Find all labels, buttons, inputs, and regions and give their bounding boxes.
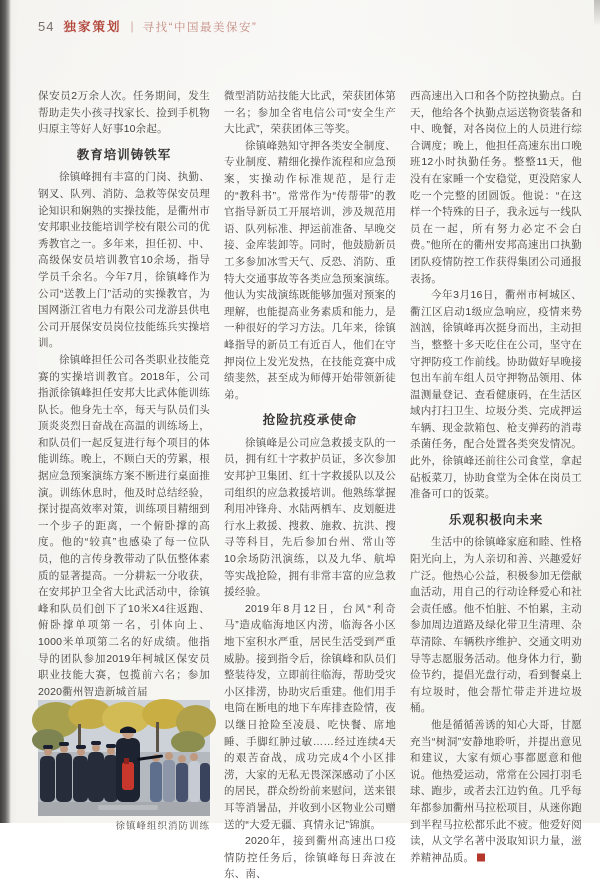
paragraph: 徐镇峰熟知守押各类安全制度、专业制度、精细化操作流程和应急预案，实操动作标准规范，是行走的“教科书”。常常作为“传帮带”的教官指导新员工开展培训，涉及规范用语、队列标准、押运前准备、早晚交接、金库装卸等。同时，他鼓励新员工多参加冰雪天气、反恐、消防、重特大交通事故等各类应急预案演练。他认为实战演练既能够加强对预案的理解，也能提高业务素质和能力，是一种很好的学习方法。几年来，徐镇峰指导的新员工有近百人，他们在守押岗位上发光发热，在技能竞赛中成绩斐然，甚至成为师傅开始带领新徒弟。 xyxy=(224,139,396,401)
page-number: 54 xyxy=(38,19,55,34)
scan-edge-shadow xyxy=(0,0,11,823)
paragraph: 徐镇峰担任公司各类职业技能竞赛的实操培训教官。2018年，公司指派徐镇峰担任安邦大比武体能训练队长。他身先士卒，每天与队员们头顶炎炎烈日奋战在高温的训练场上，和队员们一起反复进行每个项目的体能训练。晚上，不顾白天的劳累，根据应急预案演练方案不断进行桌面推演。训练休息时，他及时总结经验，探讨提高效率对策，训练项目精细到一个步子的距离，一个俯卧撑的高度。他的“较真”也感染了每一位队员，他的言传身教带动了队伍整体素质的显著提高。一分耕耘一分收获，在安邦护卫全省大比武活动中，徐镇峰和队员们创下了10米X4往返跑、俯卧撑单项第一名，引体向上、1000米单项第二名的好成绩。他指导的团队参加2019年柯城区保安员职业技能大赛，包揽前六名；参加2020衢州智造新城首届 xyxy=(38,353,210,698)
paragraph: 微型消防站技能大比武，荣获团体第一名；参加全省电信公司“安全生产大比武”，荣获团体三等奖。 xyxy=(224,90,396,136)
paragraph: 徐镇峰是公司应急救援支队的一员，拥有红十字救护员证，多次参加安邦护卫集团、红十字救援队以及公司组织的应急救援培训。他熟练掌握利用冲锋舟、水陆两栖车、皮划艇进行水上救援、搜救、施救、抗洪、搜寻等科目，先后参加台州、常山等10余场防汛演练，以及九华、航埠等实战抢险，拥有非常丰富的应急救援经验。 xyxy=(224,436,396,599)
column-1 xyxy=(38,88,210,833)
paragraph: 生活中的徐镇峰家庭和睦、性格阳光向上，为人亲切和善、兴趣爱好广泛。他热心公益，积极参加无偿献血活动，用自己的行动诠释爱心和社会责任感。他不怕脏、不怕累，主动参加周边道路及绿化带卫生清理、杂草清除、车辆秩序维护、交通文明劝导等志愿服务活动。他身体力行，勤俭节约，提倡光盘行动，看到餐桌上有垃圾时，他会帮忙带走并进垃圾桶。 xyxy=(410,536,582,715)
section-heading-rescue: 抢险抗疫承使命 xyxy=(262,413,358,428)
header-separator: | xyxy=(130,19,134,33)
section-heading-future: 乐观积极向未来 xyxy=(448,512,544,527)
paragraph: 2020年，接到衢州高速出口疫情防控任务后，徐镇峰每日奔波在东、南、 xyxy=(224,835,396,881)
scan-corner-shadow xyxy=(594,0,600,26)
article-end-mark xyxy=(477,853,485,861)
paragraph: 2019年8月12日，台风“利奇马”造成临海地区内涝，临海各小区地下室积水严重，居民生活受到严重威胁。接到指令后，徐镇峰和队员们整装待发，立即前往临海，帮助受灾小区排涝，协助灾后重建。他们用手电筒在断电的地下车库排查险情，夜以继日抢险至凌晨、吃快餐、席地睡、手脚红肿过敏……经过连续4天的艰苦奋战，成功完成4个小区排涝，大家的无私无畏深深感动了小区的居民，群众纷纷前来慰问，送来银耳等消暑品，并收到小区物业公司赠送的“大爱无疆、真情永记”锦旗。 xyxy=(224,602,396,831)
paragraph: 徐镇峰拥有丰富的门岗、执勤、钢叉、队列、消防、急救等保安员理论知识和娴熟的实操技能，是衢州市安邦职业技能培训学校有限公司的优秀教官之一。多年来，担任初、中、高级保安员培训教官10余场，指导学员千余名。今年7月，徐镇峰作为公司“送教上门”活动的实操教官，为国网浙江省电力有限公司龙游县供电公司开展保安员岗位技能练兵实操培训。 xyxy=(38,171,210,350)
fire-drill-photo xyxy=(38,700,210,816)
page-header xyxy=(38,17,570,35)
photo-caption: 徐镇峰组织消防训练 xyxy=(115,821,210,833)
fire-drill-figure xyxy=(38,700,210,833)
paragraph: 保安员2万余人次。任务期间，发生帮助走失小孩寻找家长、捡到手机物归原主等好人好事10余起。 xyxy=(38,90,210,136)
paragraph-text: 他是循循善诱的知心大哥，甘愿充当“树洞”安静地聆听，并提出意见和建议，大家有烦心事都愿意和他说。他热爱运动，常常在公园打羽毛球、跑步，或者去江边钓鱼。几乎每年都参加衢州马拉松项目，从迷你跑到半程马拉松都乐此不疲。他爱好阅读，从文学名著中汲取知识力量，滋养精神品质。 xyxy=(410,718,582,864)
paragraph: 西高速出入口和各个防控执勤点。白天，他给各个执勤点运送物资装备和中、晚餐，对各岗位上的人员进行综合调度；晚上，他担任高速东出口晚班12小时执勤任务。整整11天，他没有在家睡一个安稳觉，更没陪家人吃一个完整的团圆饭。他说：“在这样一个特殊的日子，我永远与一线队员在一起，所有努力必定不会白费。”他所在的衢州安邦高速出口执勤团队疫情防控工作获得集团公司通报表扬。 xyxy=(410,90,582,285)
paragraph xyxy=(410,717,582,866)
column-2 xyxy=(224,88,396,881)
column-3 xyxy=(410,88,582,864)
section-title: 独家策划 xyxy=(63,20,122,34)
article-body xyxy=(38,88,582,881)
paragraph: 今年3月16日，衢州市柯城区、衢江区启动1级应急响应，疫情来势汹汹，徐镇峰再次挺身而出，主动担当，整整十多天吃住在公司，坚守在守押防疫工作前线。协助做好早晚接包出车前车组人员守押物品领用、体温测量登记、查看健康码，在生活区域内打扫卫生、垃圾分类、完成押运车辆、现金款箱包、枪支弹药的消毒杀菌任务，配合处置各类突发情况。此外，徐镇峰还前往公司食堂，拿起砧板菜刀，协助食堂为全体在岗员工准备可口的饭菜。 xyxy=(410,289,582,501)
section-heading-education: 教育培训铸铁军 xyxy=(76,147,172,162)
header-subtitle: 寻找“中国最美保安” xyxy=(142,22,258,34)
